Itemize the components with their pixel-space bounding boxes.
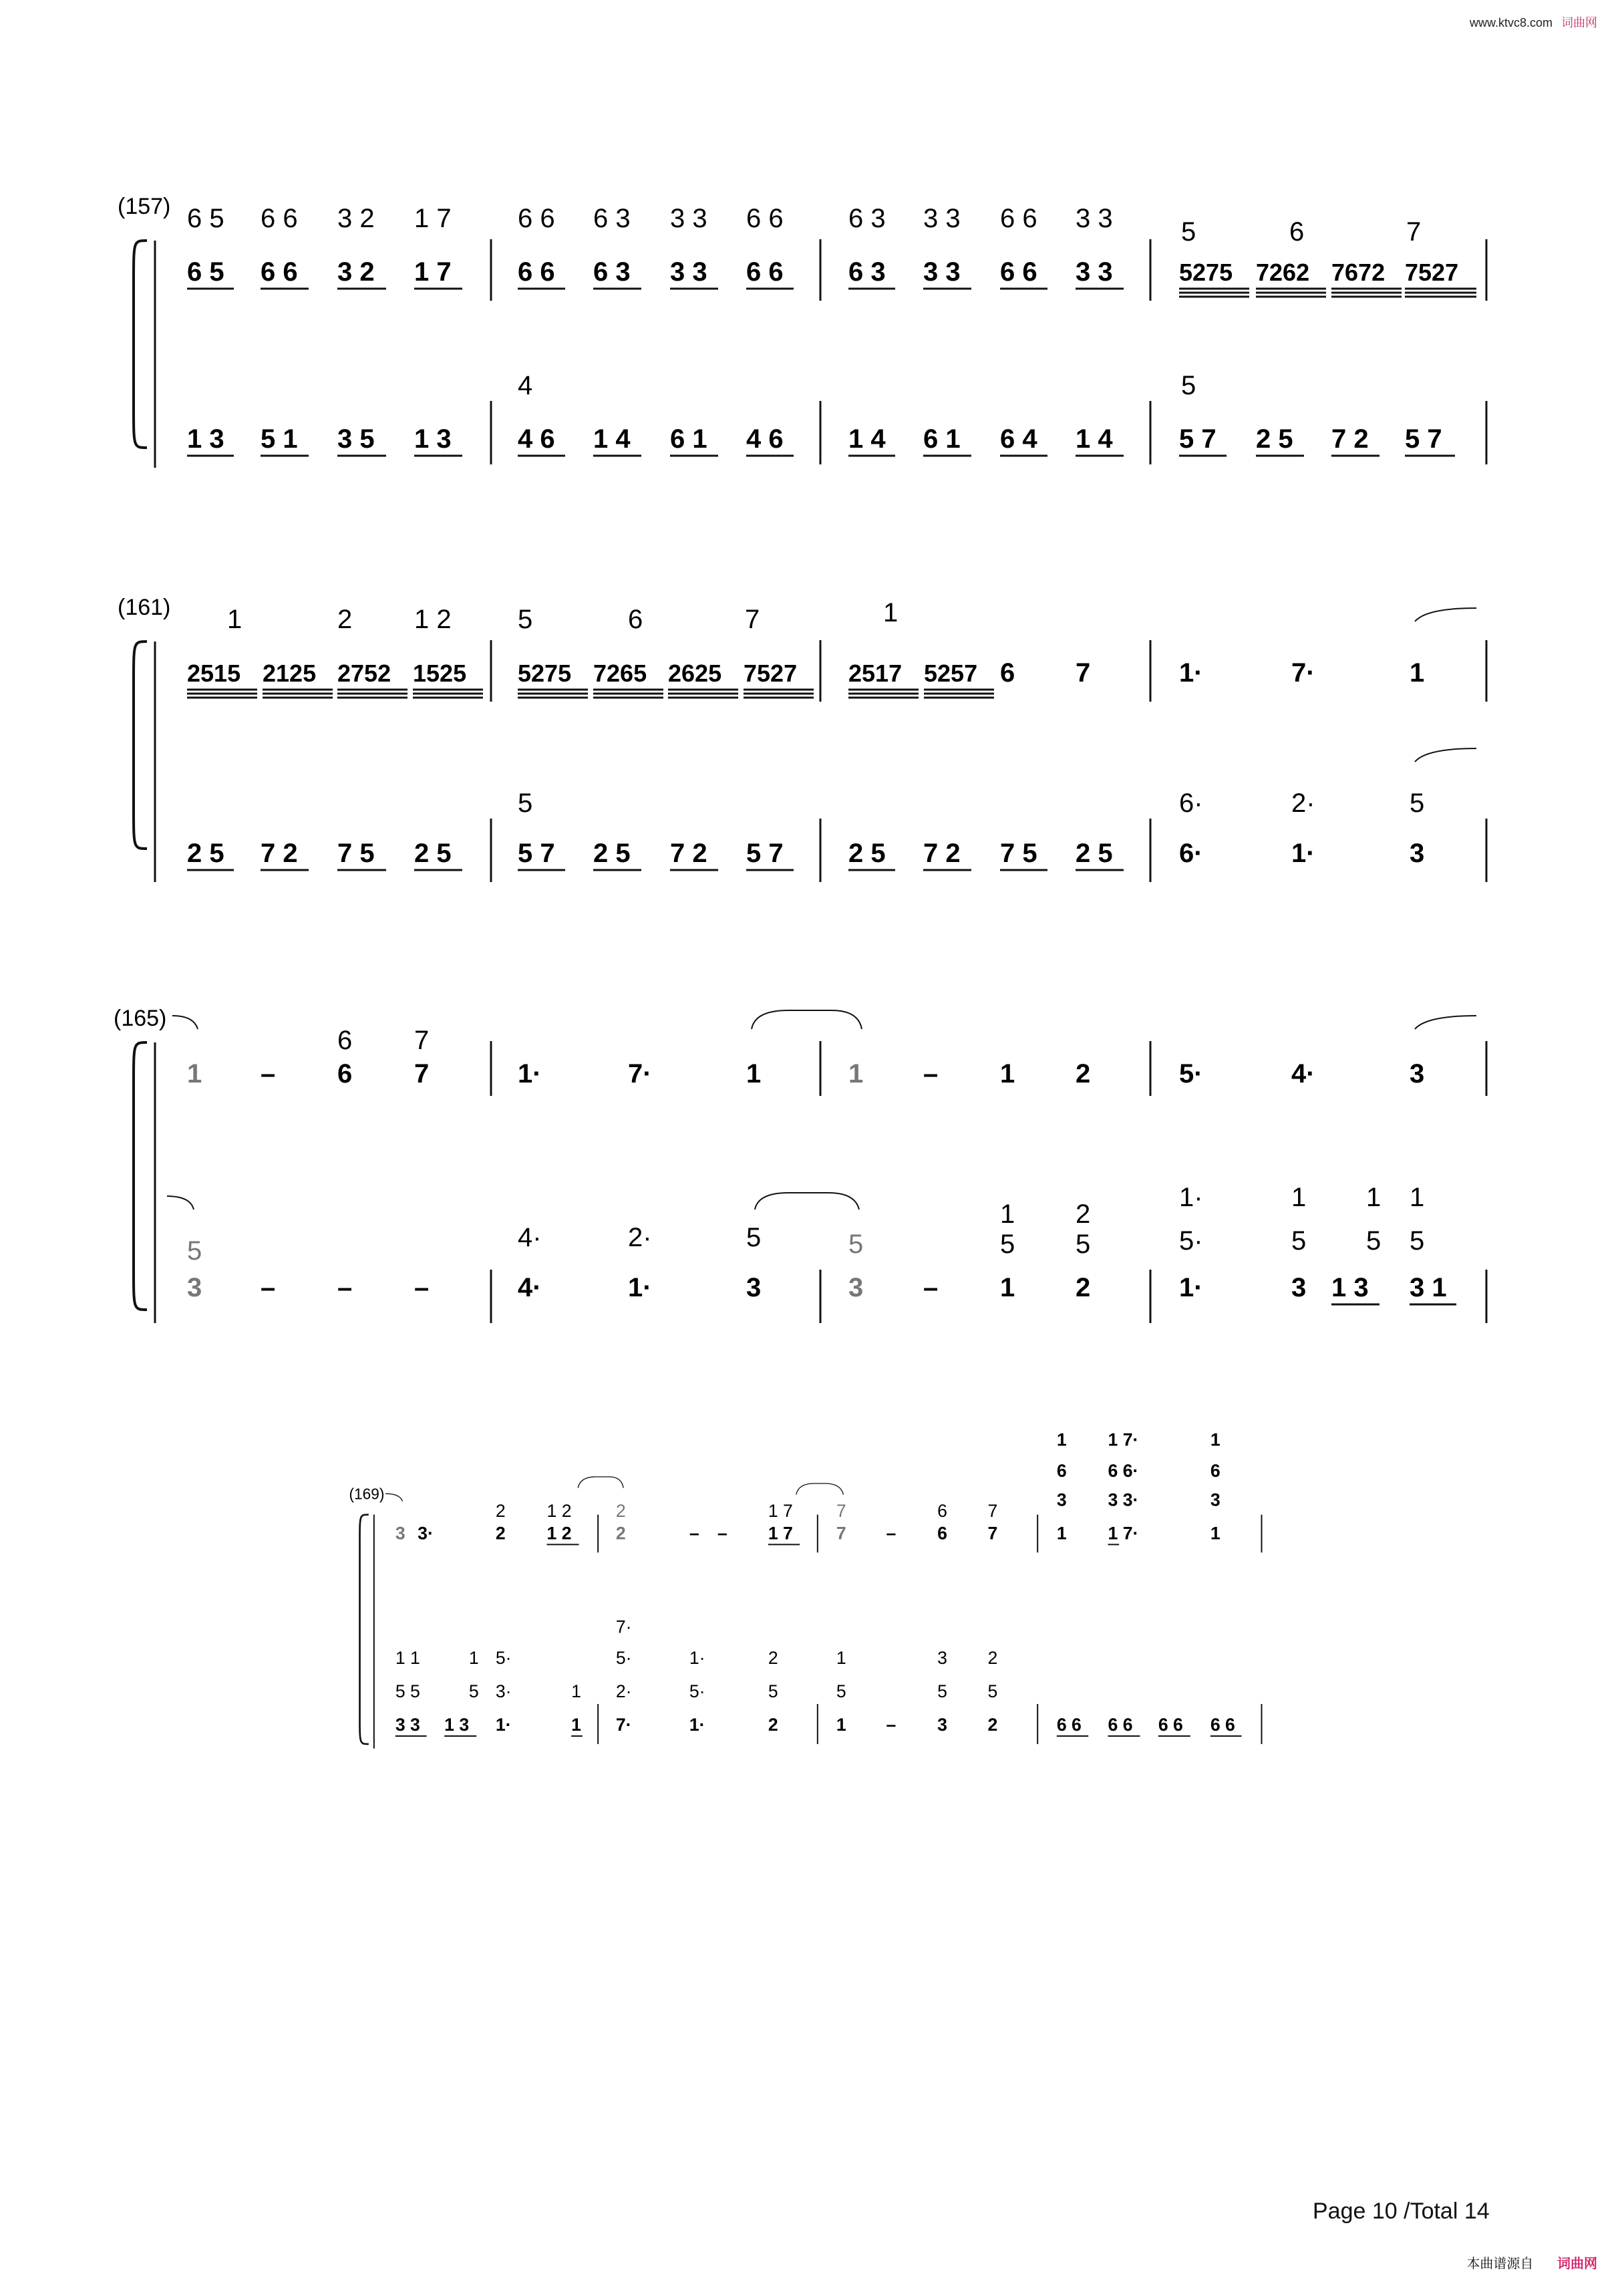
note: 3 [1056, 1489, 1067, 1510]
note: 3 [848, 1273, 864, 1302]
note: 5 [937, 1681, 947, 1701]
rh-beams [187, 690, 994, 698]
note: 6 6 [1210, 1715, 1235, 1735]
note: 6 6 [518, 257, 555, 287]
note: – [261, 1059, 276, 1089]
note: 7 2 [923, 839, 961, 868]
note: 5275 [1179, 259, 1233, 286]
note: 1 1 [395, 1648, 420, 1668]
note: 6 6· [1108, 1461, 1139, 1481]
note: 5 5 [395, 1681, 420, 1701]
note: 2515 [187, 660, 241, 687]
note: 5 [187, 1236, 202, 1266]
measure-number: (157) [118, 194, 171, 219]
note: – [337, 1273, 353, 1302]
measure-number: (169) [349, 1485, 385, 1503]
site-header [1470, 13, 1597, 31]
note: – [414, 1273, 430, 1302]
note: 1 [1210, 1429, 1221, 1450]
note: 1 [1000, 1199, 1015, 1229]
note: 4 6 [518, 424, 555, 454]
note: 3 3 [670, 257, 707, 287]
note: 1 2 [546, 1501, 572, 1521]
note: 5· [689, 1681, 705, 1701]
note: 1· [1179, 1273, 1203, 1302]
note: 7 [1406, 217, 1422, 247]
note: 6 6 [261, 204, 298, 233]
note: 1 [836, 1648, 846, 1668]
note: 3 [395, 1523, 405, 1544]
note: 1 3 [1331, 1273, 1369, 1302]
note: – [717, 1523, 727, 1544]
note: – [923, 1273, 939, 1302]
left-hand-top [395, 1616, 997, 1668]
note: 7 5 [1000, 839, 1037, 868]
footer-source-label: 本曲谱源自 [1466, 2257, 1534, 2271]
note: 6 [1056, 1461, 1067, 1481]
note: 1 7 [768, 1501, 793, 1521]
note: 2517 [848, 660, 903, 687]
note: 5 [1410, 789, 1425, 818]
note: 3 [1410, 839, 1425, 868]
note: 7 2 [670, 839, 707, 868]
note: 7 [1076, 658, 1091, 688]
note: 2 [615, 1523, 626, 1544]
note: 7 [836, 1523, 846, 1544]
note: 1 [227, 605, 242, 634]
note: 7 [987, 1501, 998, 1521]
note: 5 7 [746, 839, 784, 868]
left-hand-mid [187, 1223, 1424, 1266]
note: 6 5 [187, 204, 224, 233]
note: 6 5 [187, 257, 224, 287]
note: 6 6 [1000, 204, 1037, 233]
note: 7262 [1256, 259, 1310, 286]
note: – [689, 1523, 699, 1544]
note: 5 7 [518, 839, 555, 868]
note: 5 [768, 1681, 778, 1701]
note: 1 3 [414, 424, 452, 454]
note: 1 [571, 1715, 581, 1735]
note: 5275 [518, 660, 572, 687]
left-hand-main [187, 424, 1442, 454]
note: 3 2 [337, 257, 375, 287]
note: 1 [187, 1059, 202, 1089]
note: 6 6 [746, 204, 784, 233]
note: 7 [745, 605, 760, 634]
note: 1 [1410, 658, 1425, 688]
note: 6 6 [1158, 1715, 1183, 1735]
note: 5· [615, 1648, 632, 1668]
note: 5 [518, 789, 533, 818]
note: 5 [987, 1681, 998, 1701]
note: 5 [1410, 1226, 1425, 1256]
note: 1 [1000, 1059, 1015, 1089]
left-hand-top [1000, 1183, 1424, 1229]
note: 1 7 [768, 1523, 793, 1544]
note: 5 1 [261, 424, 298, 454]
right-hand-top [187, 204, 1421, 247]
note: 5 7 [1179, 424, 1216, 454]
note: 3 3· [1108, 1489, 1139, 1510]
note: 3 3 [923, 257, 961, 287]
note: 5 [848, 1230, 864, 1259]
note: 5· [1179, 1226, 1203, 1256]
right-hand-main [187, 1059, 1424, 1089]
note: 7527 [744, 660, 798, 687]
note: 7527 [1405, 259, 1459, 286]
note: 2625 [668, 660, 722, 687]
left-hand-mid [395, 1681, 997, 1701]
site-brand: 词曲网 [1561, 16, 1597, 29]
note: – [886, 1715, 897, 1735]
note: 7265 [593, 660, 647, 687]
note: 5 [1181, 217, 1196, 247]
note: 3 1 [1410, 1273, 1447, 1302]
note: 1 [883, 598, 899, 627]
note: 6 6 [518, 204, 555, 233]
note: 1· [495, 1715, 512, 1735]
note: 1 [1366, 1183, 1382, 1212]
footer [1466, 2253, 1597, 2272]
note: 1 [746, 1059, 762, 1089]
note: 6 6 [1000, 257, 1037, 287]
right-hand-stack [1057, 1429, 1221, 1510]
note: 7672 [1331, 259, 1386, 286]
note: 2 [1076, 1199, 1091, 1229]
note: 7 5 [337, 839, 375, 868]
note: 1 [848, 1059, 864, 1089]
note: 6 6 [1056, 1715, 1082, 1735]
note: 3 3 [670, 204, 707, 233]
note: 7 [836, 1501, 846, 1521]
note: 1 4 [593, 424, 631, 454]
note: 6 6 [746, 257, 784, 287]
note: 6 [337, 1026, 353, 1055]
note: 5 [1000, 1230, 1015, 1259]
note: 1 [571, 1681, 581, 1701]
score-system-165 [0, 1002, 1624, 1350]
note: 2 [337, 605, 353, 634]
note: 5 [518, 605, 533, 634]
note: 2 [495, 1501, 506, 1521]
note: 1· [518, 1059, 542, 1089]
note: 3 2 [337, 204, 375, 233]
note: 3 3 [923, 204, 961, 233]
right-hand-top [337, 1026, 429, 1055]
note: – [886, 1523, 897, 1544]
footer-brand: 词曲网 [1557, 2257, 1597, 2271]
note: 5 [1181, 371, 1196, 400]
right-hand-top [496, 1501, 997, 1521]
note: 4 [518, 371, 533, 400]
note: 1· [1179, 658, 1203, 688]
note: 5 7 [1405, 424, 1442, 454]
note: 6 6 [261, 257, 298, 287]
note: 1 7· [1108, 1429, 1139, 1450]
note: 2· [1291, 789, 1315, 818]
note: 4· [518, 1223, 542, 1252]
left-hand-main [187, 1273, 1447, 1302]
note: 2 [495, 1523, 506, 1544]
note: 5· [1179, 1059, 1203, 1089]
note: 3· [418, 1523, 434, 1544]
note: 4 6 [746, 424, 784, 454]
note: 3 [187, 1273, 202, 1302]
note: 2752 [337, 660, 391, 687]
note: 2· [615, 1681, 632, 1701]
note: 1 3 [444, 1715, 470, 1735]
note: 2 [768, 1715, 778, 1735]
note: 2 [615, 1501, 626, 1521]
note: 6 [628, 605, 643, 634]
note: 4· [518, 1273, 542, 1302]
note: 1 3 [187, 424, 224, 454]
note: 5257 [924, 660, 978, 687]
note: 2 [1076, 1273, 1091, 1302]
note: 5 [836, 1681, 846, 1701]
note: 3 [746, 1273, 762, 1302]
left-hand-top [518, 789, 1424, 818]
left-hand-main [395, 1715, 1235, 1735]
note: 3 3 [1076, 257, 1113, 287]
note: 6· [1179, 839, 1203, 868]
note: 1 7· [1108, 1523, 1139, 1544]
site-url: www.ktvc8.com [1469, 16, 1553, 29]
note: – [923, 1059, 939, 1089]
left-hand-main [187, 839, 1424, 868]
note: 1 [1000, 1273, 1015, 1302]
note: 6 1 [670, 424, 707, 454]
note: 7 2 [261, 839, 298, 868]
note: 2 5 [1256, 424, 1293, 454]
note: 7· [615, 1715, 632, 1735]
note: 6· [1179, 789, 1203, 818]
note: 3 [1410, 1059, 1425, 1089]
note: 1 7 [414, 257, 452, 287]
note: 1· [689, 1715, 705, 1735]
note: 1· [1291, 839, 1315, 868]
note: 3 [1291, 1273, 1307, 1302]
note: 3 3 [395, 1715, 420, 1735]
right-hand-top [227, 598, 898, 634]
note: 5 [746, 1223, 762, 1252]
note: 5 [1366, 1226, 1382, 1256]
measure-number: (161) [118, 595, 171, 620]
note: 3 3 [1076, 204, 1113, 233]
note: 1 [468, 1648, 479, 1668]
page-indicator: Page 10 /Total 14 [1313, 2198, 1490, 2224]
right-hand-main [187, 257, 1458, 287]
note: 6 [1000, 658, 1015, 688]
note: 6 4 [1000, 424, 1037, 454]
note: 1· [689, 1648, 705, 1668]
note: 2 [987, 1715, 998, 1735]
right-hand-main [187, 658, 1424, 688]
note: 2 5 [593, 839, 631, 868]
note: 6 [1210, 1461, 1221, 1481]
note: 3 [1210, 1489, 1221, 1510]
note: 6 1 [923, 424, 961, 454]
note: 1 4 [1076, 424, 1113, 454]
note: 1 [1410, 1183, 1425, 1212]
note: 5· [495, 1648, 512, 1668]
note: 1 4 [848, 424, 886, 454]
note: – [261, 1273, 276, 1302]
note: 1· [1179, 1183, 1203, 1212]
note: 3 5 [337, 424, 375, 454]
note: 7· [615, 1616, 632, 1637]
note: 6 [1289, 217, 1305, 247]
note: 2 5 [187, 839, 224, 868]
note: 7 [414, 1026, 430, 1055]
score-system-169 [0, 1410, 1624, 1757]
note: 6 [937, 1501, 947, 1521]
score-system-161 [0, 581, 1624, 929]
note: 7· [1291, 658, 1315, 688]
note: 5 [468, 1681, 479, 1701]
score-system-157 [0, 180, 1624, 528]
note: 2125 [263, 660, 317, 687]
note: 1 [1056, 1429, 1067, 1450]
note: 1 2 [414, 605, 452, 634]
note: 2· [628, 1223, 652, 1252]
note: 7 [987, 1523, 998, 1544]
left-hand-top [518, 371, 1196, 400]
note: 7· [628, 1059, 652, 1089]
note: 7 [414, 1059, 430, 1089]
note: 7 2 [1331, 424, 1369, 454]
note: 1 [1291, 1183, 1307, 1212]
note: 2 5 [414, 839, 452, 868]
note: 2 [768, 1648, 778, 1668]
note: 2 5 [848, 839, 886, 868]
note: 2 [987, 1648, 998, 1668]
note: 6 6 [1108, 1715, 1133, 1735]
note: 6 3 [593, 204, 631, 233]
note: 3 [937, 1715, 947, 1735]
note: 3 [937, 1648, 947, 1668]
note: 6 [937, 1523, 947, 1544]
note: 2 5 [1076, 839, 1113, 868]
note: 6 3 [593, 257, 631, 287]
note: 1 7 [414, 204, 452, 233]
note: 1525 [413, 660, 467, 687]
note: 5 [1291, 1226, 1307, 1256]
note: 1 [836, 1715, 846, 1735]
rh-beams [187, 289, 1476, 297]
measure-number: (165) [114, 1006, 167, 1031]
note: 3· [495, 1681, 512, 1701]
note: 6 3 [848, 257, 886, 287]
right-hand-main [395, 1523, 1221, 1543]
note: 1 2 [546, 1523, 572, 1544]
note: 6 3 [848, 204, 886, 233]
note: 1· [628, 1273, 652, 1302]
note: 5 [1076, 1230, 1091, 1259]
note: 4· [1291, 1059, 1315, 1089]
note: 1 [1210, 1523, 1221, 1544]
note: 2 [1076, 1059, 1091, 1089]
note: 1 [1056, 1523, 1067, 1544]
note: 6 [337, 1059, 353, 1089]
